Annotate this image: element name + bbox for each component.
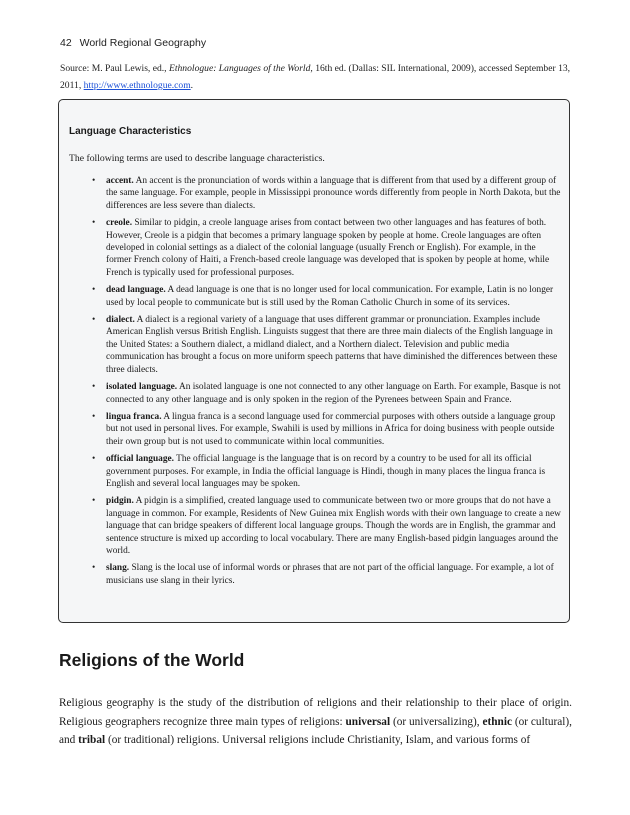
box-title: Language Characteristics bbox=[69, 126, 192, 137]
paragraph-text: (or traditional) religions. Universal religions include Christianity, Islam, and various forms of bbox=[105, 734, 531, 746]
term-name: dialect. bbox=[106, 315, 135, 326]
bullet-icon: • bbox=[92, 563, 96, 574]
page-number: 42 bbox=[60, 37, 72, 49]
page-header bbox=[60, 37, 206, 49]
paragraph-text: (or universalizing), bbox=[390, 715, 483, 728]
bullet-icon: • bbox=[92, 285, 96, 296]
bullet-icon: • bbox=[92, 454, 96, 465]
term-item-slang bbox=[92, 562, 562, 587]
bullet-icon: • bbox=[92, 411, 96, 422]
term-name: dead language. bbox=[106, 285, 166, 296]
term-definition: A dialect is a regional variety of a language that uses different grammar or pronunciation. Examples include American English versus British English. Linguists suggest that there are three main dialects of the English language in the United States: a Southern dialect, a midland dialect, and a Northern dialect. Television and public media communication has brought a focus on more uniform speech patterns that have diminished the differences between these three dialects. bbox=[106, 315, 558, 375]
term-item-lingua-franca bbox=[92, 411, 562, 448]
term-name: official language. bbox=[106, 454, 174, 465]
bullet-icon: • bbox=[92, 315, 96, 326]
bullet-icon: • bbox=[92, 496, 96, 507]
bullet-icon: • bbox=[92, 176, 96, 186]
term-item-official-language bbox=[92, 453, 562, 490]
term-name: lingua franca. bbox=[106, 411, 162, 422]
paragraph-text: (or cultural), and bbox=[59, 715, 572, 746]
term-name: pidgin. bbox=[106, 496, 134, 507]
term-item-isolated-language bbox=[92, 381, 562, 406]
term-name: slang. bbox=[106, 563, 130, 574]
key-term-tribal: tribal bbox=[78, 734, 106, 746]
term-definition: A pidgin is a simplified, created language used to communicate between two or more groups that do not have a language in common. For example, Residents of New Guinea mix English words with their own language to create a new language that can bridge speakers of different local language groups. Though the words are in English, the grammar and sentence structure is mixed up according to local vocabulary. There are many English-based pidgin languages around the world. bbox=[106, 496, 561, 556]
section-heading: Religions of the World bbox=[59, 650, 245, 670]
term-item-pidgin bbox=[92, 495, 562, 557]
terms-list bbox=[92, 175, 562, 592]
term-definition: An accent is the pronunciation of words within a language that is different from that used by a different group of the same language. For example, people in Mississippi pronounce words differently from people in North Dakota, but the differences are less severe than dialects. bbox=[106, 176, 561, 211]
source-suffix: , 16th ed. (Dallas: SIL International, 2009), accessed September 13, 2011, bbox=[60, 63, 571, 91]
term-item-creole bbox=[92, 217, 562, 279]
source-title: Ethnologue: Languages of the World bbox=[168, 63, 311, 74]
term-definition: A dead language is one that is no longer used for local communication. For example, Latin is no longer used by local people to communicate but is still used by the Roman Catholic Church in some of its services. bbox=[106, 285, 554, 308]
source-end: . bbox=[190, 80, 194, 91]
paragraph-text: Religious geography is the study of the distribution of religions and their relationship to their place of origin. Religious geographers recognize three main types of religions: bbox=[59, 697, 572, 728]
body-paragraph bbox=[59, 694, 572, 750]
term-item-accent bbox=[92, 175, 562, 212]
key-term-universal: universal bbox=[345, 715, 391, 728]
term-definition: A lingua franca is a second language used for commercial purposes with others outside a language group but not used in personal lives. For example, Swahili is used by millions in Africa for doing business with people outside their own group but is not used to communicate within local communities. bbox=[106, 411, 556, 447]
term-name: isolated language. bbox=[106, 382, 178, 393]
source-citation bbox=[60, 60, 575, 94]
term-definition: An isolated language is one not connected to any other language on Earth. For example, Basque is not connected to any other language and is only spoken in the region of the Pyrenees between Spain and France. bbox=[106, 382, 561, 405]
term-item-dialect bbox=[92, 314, 562, 376]
key-term-ethnic: ethnic bbox=[482, 715, 512, 728]
term-name: creole. bbox=[106, 218, 133, 229]
source-link[interactable]: http://www.ethnologue.com bbox=[83, 80, 191, 91]
bullet-icon: • bbox=[92, 382, 96, 393]
term-definition: Similar to pidgin, a creole language arises from contact between two other languages and has features of both. However, Creole is a pidgin that becomes a primary language spoken by people at home. Creole languages are often developed in colonial settings as a dialect of the colonial language (usually French or English). For example, in the former French colony of Haiti, a French-based creole language was developed that is spoken by people at home, while French is typically used for professional purposes. bbox=[106, 218, 550, 278]
term-definition: The official language is the language that is on record by a country to be used for all its official government purposes. For example, in India the official language is Hindi, though in many places the lingua franca is English and several local languages may be spoken. bbox=[106, 454, 546, 489]
term-definition: Slang is the local use of informal words or phrases that are not part of the official language. For example, a lot of musicians use slang in their lyrics. bbox=[106, 563, 554, 586]
bullet-icon: • bbox=[92, 218, 96, 229]
box-intro: The following terms are used to describe language characteristics. bbox=[69, 153, 325, 164]
term-name: accent. bbox=[106, 176, 134, 186]
source-prefix: Source: M. Paul Lewis, ed., bbox=[60, 63, 169, 74]
book-title: World Regional Geography bbox=[79, 37, 207, 49]
language-characteristics-box bbox=[58, 99, 570, 623]
term-item-dead-language bbox=[92, 284, 562, 309]
